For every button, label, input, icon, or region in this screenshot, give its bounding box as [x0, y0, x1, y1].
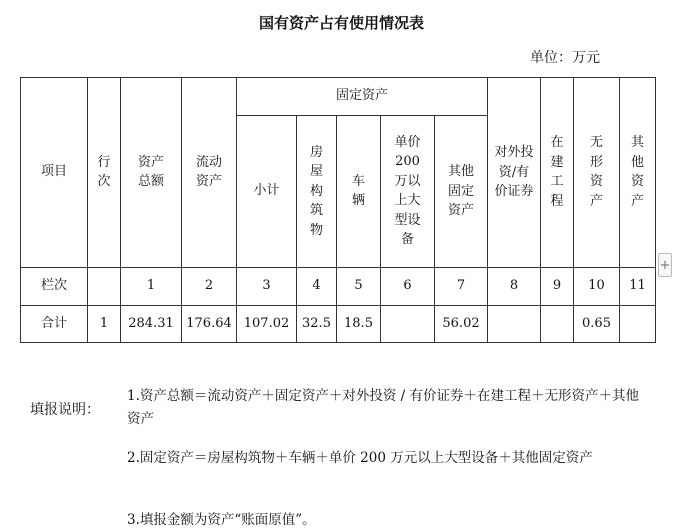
header-construction: 在建工程: [541, 78, 574, 268]
header-subtotal: 小计: [237, 116, 297, 268]
header-total-assets: 资产总额: [121, 78, 182, 268]
header-intangible: 无形资产: [574, 78, 620, 268]
cell-total-2: 176.64: [182, 306, 237, 343]
cell-total-4: 32.5: [297, 306, 337, 343]
note-item: 2.固定资产＝房屋构筑物＋车辆＋单价 200 万元以上大型设备＋其他固定资产: [127, 450, 593, 466]
cell-total-9: [541, 306, 574, 343]
header-item: 项目: [21, 78, 88, 268]
cell-total-10: 0.65: [574, 306, 620, 343]
cell-col-4: 4: [297, 268, 337, 306]
cell-col-8: 8: [488, 268, 541, 306]
cell-total-11: [620, 306, 656, 343]
cell-col-label: 栏次: [21, 268, 88, 306]
cell-col-2: 2: [182, 268, 237, 306]
cell-total-3: 107.02: [237, 306, 297, 343]
unit-label: 单位：万元: [530, 50, 600, 66]
cell-col-6: 6: [381, 268, 435, 306]
note-item: 1.资产总额＝流动资产＋固定资产＋对外投资 / 有价证券＋在建工程＋无形资产＋其他资产: [127, 388, 640, 427]
notes-label: 填报说明：: [30, 402, 100, 418]
header-current-assets: 流动资产: [182, 78, 237, 268]
expand-table-button[interactable]: +: [658, 253, 672, 277]
cell-col-1: 1: [121, 268, 182, 306]
cell-col-3: 3: [237, 268, 297, 306]
asset-table: [20, 77, 656, 343]
header-fixed-assets: 固定资产: [237, 78, 488, 116]
table-row: [21, 306, 656, 343]
note-item: 3.填报金额为资产“账面原值”。: [127, 512, 316, 528]
header-other-fixed: 其他固定资产: [435, 116, 488, 268]
header-vehicles: 车辆: [337, 116, 381, 268]
cell-col-7: 7: [435, 268, 488, 306]
cell-total-6: [381, 306, 435, 343]
cell-col-10: 10: [574, 268, 620, 306]
table-row: [21, 268, 656, 306]
header-investment: 对外投资/有价证券: [488, 78, 541, 268]
cell-col-11: 11: [620, 268, 656, 306]
header-row-number: 行次: [88, 78, 121, 268]
cell-total-row: 1: [88, 306, 121, 343]
cell-col-row: [88, 268, 121, 306]
header-large-equipment: 单价200万以上大型设备: [381, 116, 435, 268]
cell-total-7: 56.02: [435, 306, 488, 343]
cell-col-5: 5: [337, 268, 381, 306]
header-other-assets: 其他资产: [620, 78, 656, 268]
header-buildings: 房屋构筑物: [297, 116, 337, 268]
cell-total-8: [488, 306, 541, 343]
table-title: 国有资产占有使用情况表: [258, 14, 424, 32]
cell-total-1: 284.31: [121, 306, 182, 343]
cell-total-label: 合计: [21, 306, 88, 343]
cell-total-5: 18.5: [337, 306, 381, 343]
cell-col-9: 9: [541, 268, 574, 306]
